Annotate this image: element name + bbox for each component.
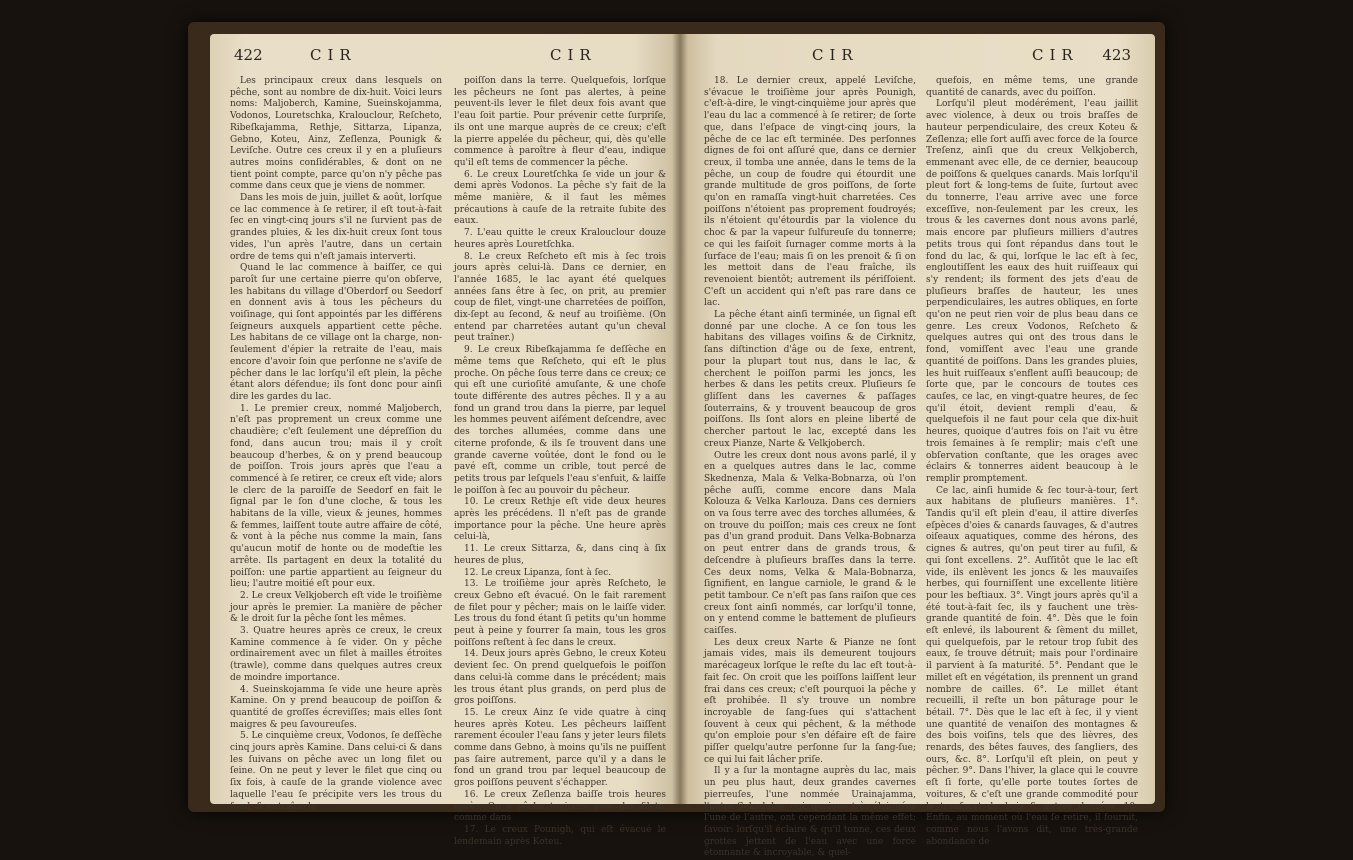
paragraph: 7. L'eau quitte le creux Kralouclour douze heures après Louretſchka. <box>454 228 666 250</box>
paragraph: 12. Le creux Lipanza, ſont à ſec. <box>464 567 612 578</box>
paragraph: Lorſqu'il pleut modérément, l'eau jaillit avec violence, à deux ou trois braſſes de hauteur perpendiculaire, des creux Koteu & Zeſlenza; elle ſort auſſi avec force de la ſource Treſenz, ainſi que du creux Velkjoberch, emmenant avec elle, de ce dernier, beaucoup de poiſſons & quelques canards. Mais lorſqu'il pleut fort & long-tems de ſuite, ſurtout avec du tonnerre, l'eau arrive avec une force exceſſive, non-ſeulement par les creux, les trous & les cavernes dont nous avons parlé, mais encore par pluſieurs milliers d'autres petits trous qui ſont répandus dans tout le fond du lac, & qui, lorſque le lac eſt à ſec, engloutiſſent les eaux des huit ruiſſeaux qui s'y rendent; ils forment des jets d'eau de pluſieurs braſſes de hauteur, les unes perpendiculaires, les autres obliques, en ſorte qu'on ne peut rien voir de plus beau dans ce genre. Les creux Vodonos, Reſcheto & quelques autres qui ont des trous dans le fond, vomiſſent avec l'eau une grande quantité de poiſſons. Dans les grandes pluies, les huit ruiſſeaux s'enflent auſſi beaucoup; de ſorte que, par le concours de toutes ces cauſes, ce lac, en vingt-quatre heures, de ſec qu'il étoit, devient rempli d'eau, & quelquefois il ne faut pour cela que dix-huit heures, quoique d'autres fois on l'ait vu être trois ſemaines à ſe remplir; mais c'eſt une obſervation conſtante, que les orages avec éclairs & tonnerres aident beaucoup à le remplir promptement. <box>926 99 1138 484</box>
text-column-3 <box>704 76 916 859</box>
right-page-header <box>702 46 1133 70</box>
paragraph: Les principaux creux dans lesquels on pêche, sont au nombre de dix-huit. Voici leurs noms: Maljoberch, Kamine, Sueinskojamma, Vodonos, Louretschka, Kralouclour, Reſcheto, Ribeſkajamma, Rethje, Sittarza, Lipanza, Gebno, Koteu, Ainz, Zeſlenza, Pounigk & Leviſche. Outre ces creux il y en a pluſieurs autres moins conſidérables, & dont on ne tient point compte, parce qu'on n'y pêche pas comme dans ceux que je viens de nommer. <box>230 76 442 192</box>
paragraph: 2. Le creux Velkjoberch eſt vide le troiſième jour après le premier. La manière de pêcher & le droit ſur la pêche ſont les mêmes. <box>230 590 442 625</box>
text-column-2 <box>454 76 666 847</box>
running-head: CIR <box>1032 46 1079 64</box>
paragraph: 4. Sueinskojamma ſe vide une heure après Kamine. On y prend beaucoup de poiſſon & quantité de groſſes écreviſſes; mais elles ſont maigres & peu ſavoureuſes. <box>230 684 442 730</box>
paragraph: Les deux creux Narte & Pianze ne ſont jamais vides, mais ils demeurent toujours marécageux lorſque le reſte du lac eſt tout-à-fait ſec. On croit que les poiſſons laiſſent leur frai dans ces creux; c'eſt pourquoi la pêche y eſt prohibée. Il s'y trouve un nombre incroyable de ſang-ſues qui s'attachent ſouvent à ceux qui pêchent, & la méthode qu'on emploie pour s'en défaire eſt de faire piſſer quelqu'autre perſonne ſur la ſang-ſue; ce qui lui fait lâcher priſe. <box>704 637 916 765</box>
text-column-1 <box>230 76 442 812</box>
paragraph: 15. Le creux Ainz ſe vide quatre à cinq heures après Koteu. Les pêcheurs laiſſent rarement écouler l'eau ſans y jeter leurs filets comme dans Gebno, à moins qu'ils ne puiſſent pas ſaire autrement, parce qu'il y a dans le fond un grand trou par lequel beaucoup de gros poiſſons peuvent s'échapper. <box>454 707 666 789</box>
running-head: CIR <box>812 46 859 64</box>
paragraph: Outre les creux dont nous avons parlé, il y en a quelques autres dans le lac, comme Skednenza, Mala & Velka-Bobnarza, où l'on pêche auſſi, comme encore dans Mala Kolouza & Velka Karlouza. Dans ces derniers on va ſous terre avec des torches allumées, & on trouve du poiſſon; mais ces creux ne ſont pas d'un grand produit. Dans Velka-Bobnarza on peut entrer dans de grands trous, & deſcendre à pluſieurs braſſes dans la terre. Ces deux noms, Velka & Mala-Bobnarza, ſignifient, en langue carniole, le grand & le petit tambour. Ce n'eſt pas ſans raiſon que ces creux ſont ainſi nommés, car lorſqu'il tonne, on y entend comme le battement de pluſieurs caiſſes. <box>704 450 916 637</box>
paragraph: 18. Le dernier creux, appelé Leviſche, s'évacue le troiſième jour après Pounigh, c'eſt-à-dire, le vingt-cinquième jour après que l'eau du lac a commencé à ſe retirer; de ſorte que, dans l'eſpace de vingt-cinq jours, la pêche de ce lac eſt terminée. Des perſonnes dignes de foi ont aſſuré que, dans ce dernier creux, il tomba une année, dans le tems de la pêche, un coup de foudre qui étourdit une grande multitude de gros poiſſons, de ſorte qu'on en ramaſſa vingt-huit charretées. Ces poiſſons n'étoient pas proprement foudroyés; ils n'étoient qu'étourdis par la violence du choc & par la vapeur ſulfureuſe du tonnerre; ce qui les faiſoit ſurnager comme morts à la ſurface de l'eau; mais ſi on les prenoit & ſi on les mettoit dans de l'eau fraîche, ils revenoient bientôt; autrement ils périſſoient. C'eſt un accident qui n'eſt pas rare dans ce lac. <box>704 76 916 309</box>
paragraph: quefois, en même tems, une grande quantité de canards, avec du poiſſon. <box>926 76 1138 98</box>
paragraph: 14. Deux jours après Gebno, le creux Koteu devient ſec. On prend quelquefois le poiſſon dans celui-là comme dans le précédent; mais les trous étant plus grands, on perd plus de gros poiſſons. <box>454 649 666 707</box>
page-number-left: 422 <box>234 46 263 64</box>
running-head: CIR <box>310 46 357 64</box>
left-page-header <box>232 46 658 70</box>
book-gutter <box>672 34 688 804</box>
paragraph: 5. Le cinquième creux, Vodonos, ſe deſſèche cinq jours après Kamine. Dans celui-ci & dans les ſuivans on pêche avec un long filet ou ſeine. On ne peut y lever le filet que cinq ou ſix fois, à cauſe de la grande violence avec laquelle l'eau ſe précipite vers les trous du fond, & entraîne le <box>230 731 442 812</box>
paragraph: Ce lac, ainſi humide & ſec tour-à-tour, ſert aux habitans de pluſieurs manières. 1°. Tandis qu'il eſt plein d'eau, il attire diverſes eſpèces d'oies & canards ſauvages, & d'autres oiſeaux aquatiques, comme des hérons, des cignes & autres, qu'on peut tirer au fuſil, & qui ſont excellens. 2°. Auſſitôt que le lac eſt vide, ils enlèvent les joncs & les mauvaiſes herbes, qui fourniſſent une excellente litière pour les beſtiaux. 3°. Vingt jours après qu'il a été tout-à-fait ſec, ils y fauchent une très-grande quantité de foin. 4°. Dès que le foin eſt enlevé, ils labourent & ſèment du millet, qui quelquefois, par le retour trop ſubit des eaux, ſe trouve détruit; mais pour l'ordinaire il parvient à ſa maturité. 5°. Pendant que le millet eſt en végétation, ils prennent un grand nombre de cailles. 6°. Le millet étant recueilli, il reſte un bon pâturage pour le bétail. 7°. Dès que le lac eſt à ſec, il y vient une quantité de venaiſon des montagnes & des bois voiſins, tels que des lièvres, des renards, des bêtes fauves, des ſangliers, des ours, &c. 8°. Lorſqu'il eſt plein, on peut y pêcher. 9°. Dans l'hiver, la glace qui le couvre eſt ſi forte, qu'elle porte toutes ſortes de voitures, & c'eſt une grande commodité pour le tranſport du bois & autres denrées. 10. Enfin, au moment où l'eau ſe retire, il fournit, comme nous l'avons dit, une très-grande abondance de <box>926 485 1138 847</box>
text-column-4 <box>926 76 1138 847</box>
paragraph: 17. Le creux Pounigh, qui eſt évacué le lendemain après Koteu. <box>454 825 666 847</box>
paragraph: 6. Le creux Louretſchka ſe vide un jour & demi après Vodonos. La pêche s'y fait de la même manière, & il faut les mêmes précautions à cauſe de la retraite ſubite des eaux. <box>454 169 666 227</box>
paragraph: 11. Le creux Sittarza, &, dans cinq à ſix heures de plus, <box>454 544 666 566</box>
paragraph: 1. Le premier creux, nommé Maljoberch, n'eſt pas proprement un creux comme une chaudière; c'eſt ſeulement une dépreſſion du fond, dans aucun trou; mais il y croît beaucoup d'herbes, & on y prend beaucoup de poiſſon. Trois jours après que l'eau a commencé à ſe retirer, ce creux eſt vide; alors le clerc de la paroiſſe de Seedorf en fait le ſignal par le ſon d'une cloche, & tous les habitans de la ville, vieux & jeunes, hommes & femmes, laiſſent toute autre affaire de côté, & vont à la pêche nus comme la main, ſans qu'aucun motif de honte ou de modeſtie les arrête. Ils partagent en deux la totalité du poiſſon: une partie appartient au ſeigneur du lieu; l'autre moitié eſt pour eux. <box>230 403 442 590</box>
paragraph: poiſſon dans la terre. Quelquefois, lorſque les pêcheurs ne ſont pas alertes, à peine peuvent-ils lever le filet deux fois avant que l'eau ſoit partie. Pour prévenir cette ſurpriſe, ils ont une marque auprès de ce creux; c'eſt la pierre appelée du pêcheur, qui, dès qu'elle commence à paroître à fleur d'eau, indique qu'il eſt tems de commencer la pêche. <box>454 76 666 168</box>
paragraph: 3. Quatre heures après ce creux, le creux Kamine commence à ſe vider. On y pêche ordinairement avec un filet à mailles étroites (trawle), comme dans quelques autres creux de moindre importance. <box>230 626 442 683</box>
paragraph: 10. Le creux Rethje eſt vide deux heures après les précédens. Il n'eſt pas de grande importance pour la pêche. Une heure après celui-là, <box>454 497 666 543</box>
paragraph: 9. Le creux Ribeſkajamma ſe deſſèche en même tems que Reſcheto, qui eſt le plus proche. On pêche ſous terre dans ce creux; ce qui eſt une curioſité amuſante, & une choſe toute différente des autres pêches. Il y a au fond un grand trou dans la pierre, par lequel les hommes peuvent aiſément deſcendre, avec des torches allumées, comme dans une citerne profonde, & ils ſe trouvent dans une grande caverne voûtée, dont le fond ou le pavé eſt, comme un crible, tout percé de petits trous par leſquels l'eau s'enfuit, & laiſſe le poiſſon à ſec au pouvoir du pêcheur. <box>454 345 666 496</box>
paragraph: 16. Le creux Zeſlenza baiſſe trois heures après. On y pêche toujours avec des filets, comme dans <box>454 789 666 824</box>
right-page <box>680 34 1155 859</box>
paragraph: La pêche étant ainſi terminée, un ſignal eſt donné par une cloche. A ce ſon tous les habitans des villages voiſins & de Cirknitz, ſans diſtinction d'âge ou de ſexe, entrent, pour la plupart tout nus, dans le lac, & cherchent le poiſſon parmi les joncs, les herbes & dans les petits creux. Pluſieurs ſe gliſſent dans les cavernes & paſſages ſouterrains, & y trouvent beaucoup de gros poiſſons. Ils ſont alors en pleine liberté de chercher partout le lac, excepté dans les creux Pianze, Narte & Velkjoberch. <box>704 310 916 449</box>
paragraph: 8. Le creux Reſcheto eſt mis à ſec trois jours après celui-là. Dans ce dernier, en l'année 1685, le lac ayant été quelques années ſans être à ſec, on prit, au premier coup de filet, vingt-une charretées de poiſſon, dix-ſept au ſecond, & neuf au troiſième. (On entend par charretées autant qu'un cheval peut traîner.) <box>454 251 666 344</box>
paragraph: 13. Le troiſième jour après Reſcheto, le creux Gebno eſt évacué. On le fait rarement de filet pour y pêcher; mais on le laiſſe vider. Les trous du fond étant ſi petits qu'un homme peut à peine y fourrer ſa main, tous les gros poiſſons reſtent à ſec dans le creux. <box>454 579 666 648</box>
running-head: CIR <box>550 46 597 64</box>
paragraph: Il y a ſur la montagne auprès du lac, mais un peu plus haut, deux grandes cavernes pierreuſes, l'une nommée Urainajamma, l'autre Sekadulze, qui, quoique très-éloignées l'une de l'autre, ont cependant la même effet; ſavoir: lorſqu'il éclaire & qu'il tonne, ces deux grottes jettent de l'eau avec une force étonnante & incroyable, & quel- <box>704 766 916 859</box>
paragraph: Quand le lac commence à baiſſer, ce qui paroît ſur une certaine pierre qu'on obſerve, les habitans du village d'Oberdorf ou Seedorf en donnent avis à tous les pêcheurs du voiſinage, qui ſont appointés par les différens ſeigneurs auxquels appartient cette pêche. Les habitans de ce village ont la charge, non-ſeulement d'épier la retraite de l'eau, mais encore d'avoir ſoin que perſonne ne s'aviſe de pêcher dans le lac lorſqu'il eſt plein, la pêche étant alors défendue; ils ſont donc pour ainſi dire les gardes du lac. <box>230 263 442 402</box>
paragraph: Dans les mois de juin, juillet & août, lorſque ce lac commence à ſe retirer, il eſt tout-à-fait ſec en vingt-cinq jours s'il ne ſurvient pas de grandes pluies, & les dix-huit creux ſont tous vides, l'un après l'autre, dans un certain ordre de tems qui n'eſt jamais interverti. <box>230 193 442 262</box>
page-number-right: 423 <box>1102 46 1131 64</box>
left-page <box>210 34 680 847</box>
